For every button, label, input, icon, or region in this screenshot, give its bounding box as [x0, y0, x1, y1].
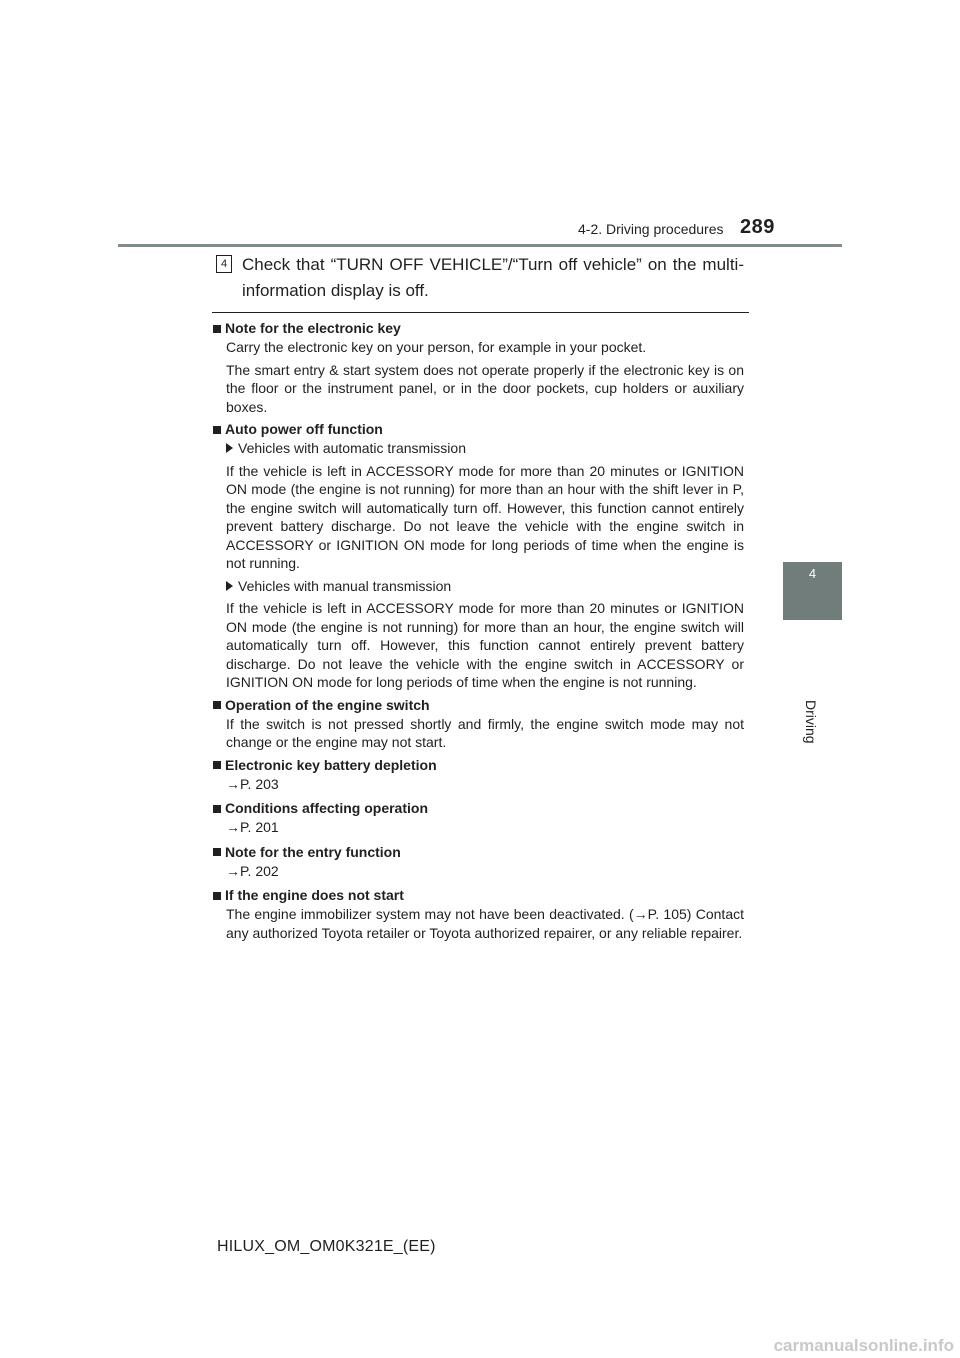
note-paragraph: If the vehicle is left in ACCESSORY mode for more than 20 minutes or IGNITION ON mode (the engine is not running) for more than an hour with the shift lever in P, the engine switch will automatically turn off. However, this function cannot entirely prevent battery discharge. Do not leave the vehicle with the engine switch in ACCESSORY or IGNITION ON mode for long periods of time when the engine is not running.	[226, 462, 744, 571]
notes-section	[212, 319, 744, 946]
note-title: Electronic key battery depletion	[225, 756, 437, 773]
note-paragraph: If the switch is not pressed shortly and firmly, the engine switch mode may not change or the engine may not start.	[226, 715, 744, 750]
note-electronic-key	[212, 319, 744, 416]
note-entry-function	[212, 843, 744, 881]
square-bullet-icon	[213, 701, 221, 709]
note-title: Conditions affecting operation	[225, 800, 428, 816]
note-title: Operation of the engine switch	[225, 696, 430, 713]
note-auto-power-off	[212, 420, 744, 692]
watermark: carmanualsonline.info	[773, 1336, 954, 1355]
page-reference-link[interactable]: →P. 202	[226, 862, 279, 879]
note-title: Auto power off function	[225, 421, 383, 437]
note-title: Note for the entry function	[225, 843, 401, 860]
note-subheading: Vehicles with manual transmission	[238, 577, 452, 594]
step-text: Check that “TURN OFF VEHICLE”/“Turn off vehicle” on the multi-information display is off.	[242, 255, 744, 300]
section-title: 4-2. Driving procedures	[578, 221, 724, 237]
note-engine-switch	[212, 696, 744, 752]
square-bullet-icon	[213, 325, 221, 333]
note-title: Note for the electronic key	[225, 320, 401, 336]
square-bullet-icon	[213, 848, 221, 856]
square-bullet-icon	[213, 761, 221, 769]
square-bullet-icon	[213, 426, 221, 434]
note-paragraph: If the vehicle is left in ACCESSORY mode for more than 20 minutes or IGNITION ON mode (the engine is not running) for more than an hour, the engine switch will automatically turn off. However, this function cannot entirely prevent battery discharge. Do not leave the vehicle with the engine switch in ACCESSORY or IGNITION ON mode for long periods of time when the engine is not running.	[226, 600, 744, 690]
step-number-box: 4	[216, 255, 232, 273]
chapter-tab-number: 4	[808, 566, 817, 581]
note-conditions	[212, 799, 744, 837]
note-paragraph: Carry the electronic key on your person, for example in your pocket.	[226, 339, 647, 355]
triangle-bullet-icon	[226, 581, 233, 591]
page-reference-link[interactable]: →P. 201	[226, 819, 279, 835]
footer-document-code: HILUX_OM_OM0K321E_(EE)	[217, 1238, 436, 1255]
header-divider	[118, 244, 842, 247]
square-bullet-icon	[213, 805, 221, 813]
note-paragraph: The smart entry & start system does not operate properly if the electronic key is on the floor or the instrument panel, or in the door pockets, cup holders or auxiliary boxes.	[226, 361, 744, 415]
chapter-tab-label-wrap	[780, 638, 844, 744]
note-engine-not-start	[212, 886, 744, 942]
square-bullet-icon	[213, 892, 221, 900]
note-subheading: Vehicles with automatic transmission	[238, 440, 466, 456]
note-title: If the engine does not start	[225, 887, 404, 903]
triangle-bullet-icon	[226, 443, 233, 453]
notes-divider	[212, 312, 749, 313]
note-paragraph: The engine immobilizer system may not have been deactivated. (→P. 105) Contact any authorized Toyota retailer or Toyota authorized repairer, or any reliable repairer.	[226, 906, 744, 941]
chapter-tab-label: Driving	[803, 700, 819, 744]
page-number: 289	[740, 216, 775, 238]
note-battery-depletion	[212, 756, 744, 794]
page-reference-link[interactable]: →P. 203	[226, 775, 279, 792]
